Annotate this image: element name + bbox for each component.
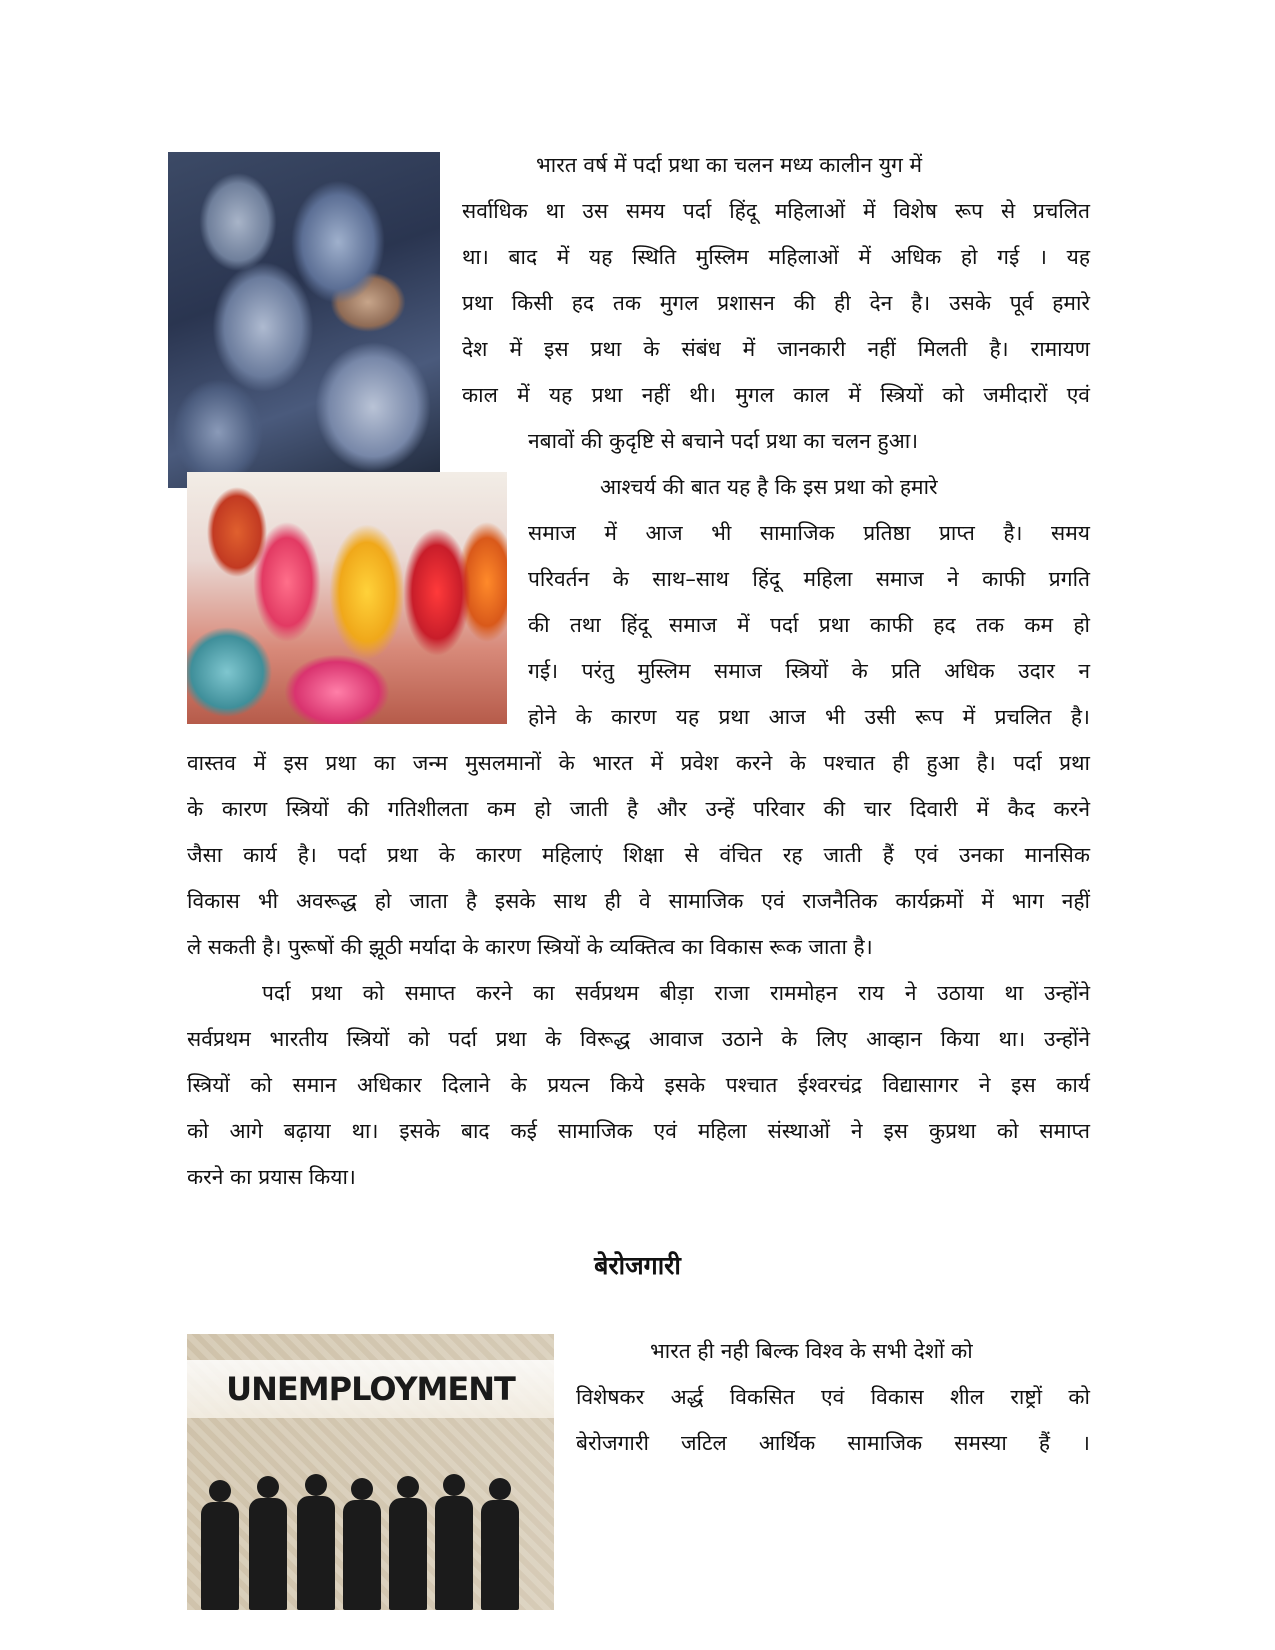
paragraph-line: गई। परंतु मुस्लिम समाज स्त्रियों के प्रति अधिक उदार न	[528, 659, 1090, 683]
rajasthani-women-photo	[187, 472, 507, 724]
paragraph-line: था। बाद में यह स्थिति मुस्लिम महिलाओं में अधिक हो गई । यह	[462, 245, 1090, 269]
paragraph-line: नबावों की कुदृष्टि से बचाने पर्दा प्रथा का चलन हुआ।	[528, 429, 919, 453]
paragraph-line: काल में यह प्रथा नहीं थी। मुगल काल में स्त्रियों को जमीदारों एवं	[462, 383, 1090, 407]
paragraph-line: बेरोजगारी जटिल आर्थिक सामाजिक समस्या हैं ।	[576, 1431, 1090, 1455]
silhouette-figure	[389, 1498, 427, 1610]
paragraph-line: करने का प्रयास किया।	[187, 1165, 356, 1189]
paragraph-line: की तथा हिंदू समाज में पर्दा प्रथा काफी हद तक कम हो	[528, 613, 1090, 637]
section-heading: बेरोजगारी	[594, 1251, 681, 1280]
paragraph-line: वास्तव में इस प्रथा का जन्म मुसलमानों के भारत में प्रवेश करने के पश्चात ही हुआ है। पर्दा प्रथा	[187, 751, 1090, 775]
burqa-women-photo	[168, 152, 440, 488]
paragraph-line: प्रथा किसी हद तक मुगल प्रशासन की ही देन है। उसके पूर्व हमारे	[462, 291, 1090, 315]
paragraph-line: समाज में आज भी सामाजिक प्रतिष्ठा प्राप्त है। समय	[528, 521, 1090, 545]
paragraph-line: को आगे बढ़ाया था। इसके बाद कई सामाजिक एवं महिला संस्थाओं ने इस कुप्रथा को समाप्त	[187, 1119, 1090, 1143]
unemployment-photo	[187, 1334, 554, 1610]
paragraph-line: परिवर्तन के साथ–साथ हिंदू महिला समाज ने काफी प्रगति	[528, 567, 1090, 591]
silhouette-head	[489, 1478, 511, 1500]
paragraph-line: विशेषकर अर्द्ध विकसित एवं विकास शील राष्ट्रों को	[576, 1385, 1090, 1409]
silhouette-head	[443, 1474, 465, 1496]
paragraph-line: भारत ही नही बिल्क विश्व के सभी देशों को	[650, 1339, 973, 1363]
silhouette-figure	[481, 1500, 519, 1610]
unemployment-banner: UNEMPLOYMENT	[187, 1360, 554, 1418]
silhouette-head	[397, 1476, 419, 1498]
paragraph-line: स्त्रियों को समान अधिकार दिलाने के प्रयत्न किये इसके पश्चात ईश्वरचंद्र विद्यासागर ने इस कार्य	[187, 1073, 1090, 1097]
silhouette-figure	[343, 1500, 381, 1610]
paragraph-line: विकास भी अवरूद्ध हो जाता है इसके साथ ही वे सामाजिक एवं राजनैतिक कार्यक्रमों में भाग नहीं	[187, 889, 1090, 913]
silhouette-figure	[435, 1496, 473, 1610]
paragraph-line: सर्वाधिक था उस समय पर्दा हिंदू महिलाओं में विशेष रूप से प्रचलित	[462, 199, 1090, 223]
paragraph-line: होने के कारण यह प्रथा आज भी उसी रूप में प्रचलित है।	[528, 705, 1090, 729]
silhouette-figure	[297, 1496, 335, 1610]
paragraph-line: देश में इस प्रथा के संबंध में जानकारी नहीं मिलती है। रामायण	[462, 337, 1090, 361]
paragraph-line: जैसा कार्य है। पर्दा प्रथा के कारण महिलाएं शिक्षा से वंचित रह जाती हैं एवं उनका मानसिक	[187, 843, 1090, 867]
silhouette-head	[351, 1478, 373, 1500]
silhouette-head	[305, 1474, 327, 1496]
silhouette-head	[209, 1480, 231, 1502]
silhouette-figure	[249, 1498, 287, 1610]
paragraph-line: भारत वर्ष में पर्दा प्रथा का चलन मध्य कालीन युग में	[536, 153, 923, 177]
paragraph-line: ले सकती है। पुरूषों की झूठी मर्यादा के कारण स्त्रियों के व्यक्तित्व का विकास रूक जाता है।	[187, 935, 873, 959]
paragraph-line: सर्वप्रथम भारतीय स्त्रियों को पर्दा प्रथा के विरूद्ध आवाज उठाने के लिए आव्हान किया था। उन्होंने	[187, 1027, 1090, 1051]
silhouette-figure	[201, 1502, 239, 1610]
silhouette-head	[257, 1476, 279, 1498]
paragraph-line: पर्दा प्रथा को समाप्त करने का सर्वप्रथम बीड़ा राजा राममोहन राय ने उठाया था उन्होंने	[262, 981, 1090, 1005]
paragraph-line: आश्चर्य की बात यह है कि इस प्रथा को हमारे	[600, 475, 938, 499]
paragraph-line: के कारण स्त्रियों की गतिशीलता कम हो जाती है और उन्हें परिवार की चार दिवारी में कैद करने	[187, 797, 1090, 821]
